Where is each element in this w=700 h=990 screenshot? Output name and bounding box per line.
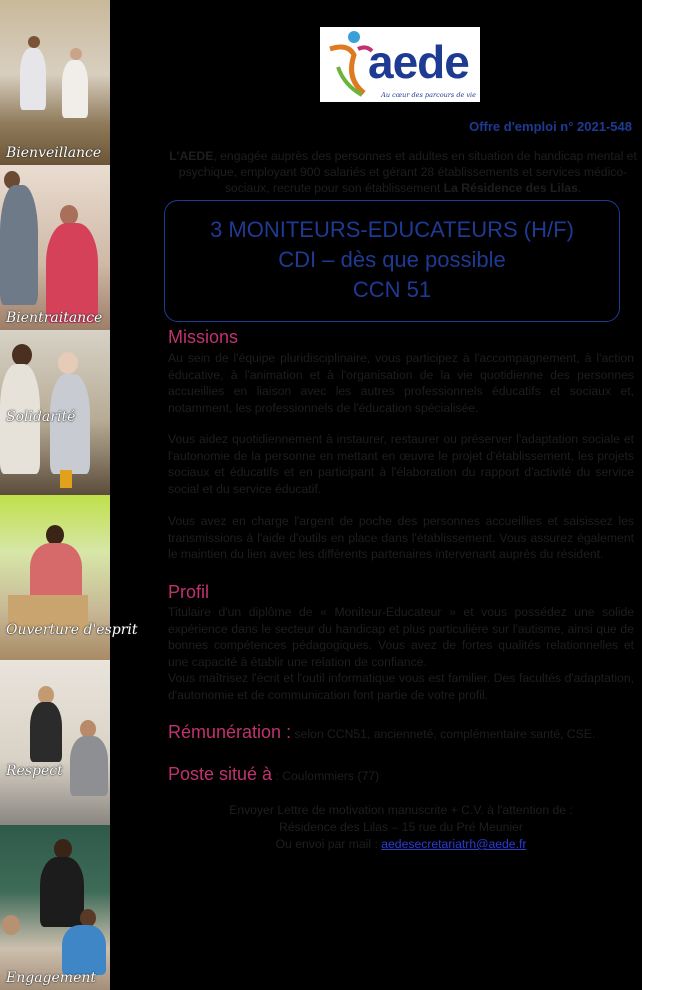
intro-paragraph [168, 148, 638, 196]
contact-mail-prefix: Ou envoi par mail : [275, 837, 382, 851]
missions-paragraph-2: Vous aidez quotidiennement à instaurer, restaurer ou préserver l'adaptation sociale et l'autonomie de la personne en mettant en œuvre le projet d'établissement, les projets sociaux et éducatifs et en participant à l'élaboration du rapport d'activité du service social et du service éducatif. [168, 432, 634, 496]
intro-text: , engagée auprès des personnes et adultes en situation de handicap mental et psychique, employant 900 salariés et gérant 28 établissements et services médico-sociaux, recrute pour son établissement [178, 149, 637, 195]
profil-paragraph-2: Vous maîtrisez l'écrit et l'outil informatique vous est familier. Des facultés d'adaptation, d'autonomie et de communication font partie de votre profil. [168, 671, 634, 702]
job-title: 3 MONITEURS-EDUCATEURS (H/F) [210, 217, 574, 242]
missions-paragraph-3: Vous avez en charge l'argent de poche des personnes accueillies et saisissez les transmissions à l'aide d'outils en place dans l'établissement. Vous assurez également le maintien du lien avec les différents partenaires intervenant auprès du résident. [168, 514, 634, 561]
photo-solidarite [0, 330, 110, 495]
caption-engagement: Engagement [6, 970, 96, 986]
job-title-box [164, 200, 620, 322]
caption-ouverture: Ouverture d'esprit [6, 622, 138, 638]
profil-title: Profil [168, 582, 210, 602]
remuneration-line [168, 722, 595, 743]
job-convention: CCN 51 [352, 277, 432, 302]
contact-block [168, 802, 634, 853]
location-value: : Coulommiers (77) [272, 769, 380, 783]
logo-tagline: Au cœur des parcours de vie [381, 91, 476, 99]
location-line [168, 764, 379, 785]
contact-line-3 [168, 836, 634, 853]
photo-strip [0, 0, 138, 990]
remuneration-label: Rémunération : [168, 722, 292, 742]
photo-bientraitance [0, 165, 110, 330]
offer-number: Offre d'emploi n° 2021-548 [469, 119, 632, 134]
remuneration-value: selon CCN51, ancienneté, complémentaire santé, CSE. [291, 727, 596, 741]
logo-wordmark: aede [368, 36, 469, 88]
photo-bienveillance [0, 0, 110, 165]
caption-bientraitance: Bientraitance [6, 310, 103, 326]
photo-engagement [0, 825, 110, 990]
contact-line-1: Envoyer Lettre de motivation manuscrite + C.V. à l'attention de : [229, 803, 573, 817]
caption-solidarite: Solidarité [6, 409, 76, 425]
location-label: Poste situé à [168, 764, 273, 784]
intro-establishment: La Résidence des Lilas [443, 181, 578, 195]
contact-email-link[interactable]: aedesecretariatrh@aede.fr [381, 837, 527, 851]
photo-respect [0, 660, 110, 825]
aede-logo [320, 27, 480, 102]
profil-paragraph-1: Titulaire d'un diplôme de « Moniteur-Educateur » et vous possédez une solide expérience dans le secteur du handicap et plus particulière sur l'autisme, ainsi que de bonnes compétences pédagogiques. Vous avez de fortes qualités relationnelles et une capacité à établir une relation de confiance. [168, 605, 634, 669]
photo-ouverture [0, 495, 138, 660]
job-contract: CDI – dès que possible [278, 247, 506, 272]
missions-paragraph-1: Au sein de l'équipe pluridisciplinaire, vous participez à l'accompagnement, à l'action éducative, à l'animation et à l'organisation de la vie quotidienne des personnes accueillies en liaison avec les autres professionnels éducatifs et sociaux et, notamment, les professionnels de l'éducation spécialisée. [168, 351, 634, 415]
caption-bienveillance: Bienveillance [6, 145, 102, 161]
missions-title: Missions [168, 327, 239, 347]
intro-end: . [577, 181, 582, 195]
caption-respect: Respect [6, 763, 63, 779]
contact-line-2: Résidence des Lilas – 15 rue du Pré Meunier [279, 820, 523, 834]
intro-org: L'AEDE [169, 149, 214, 163]
